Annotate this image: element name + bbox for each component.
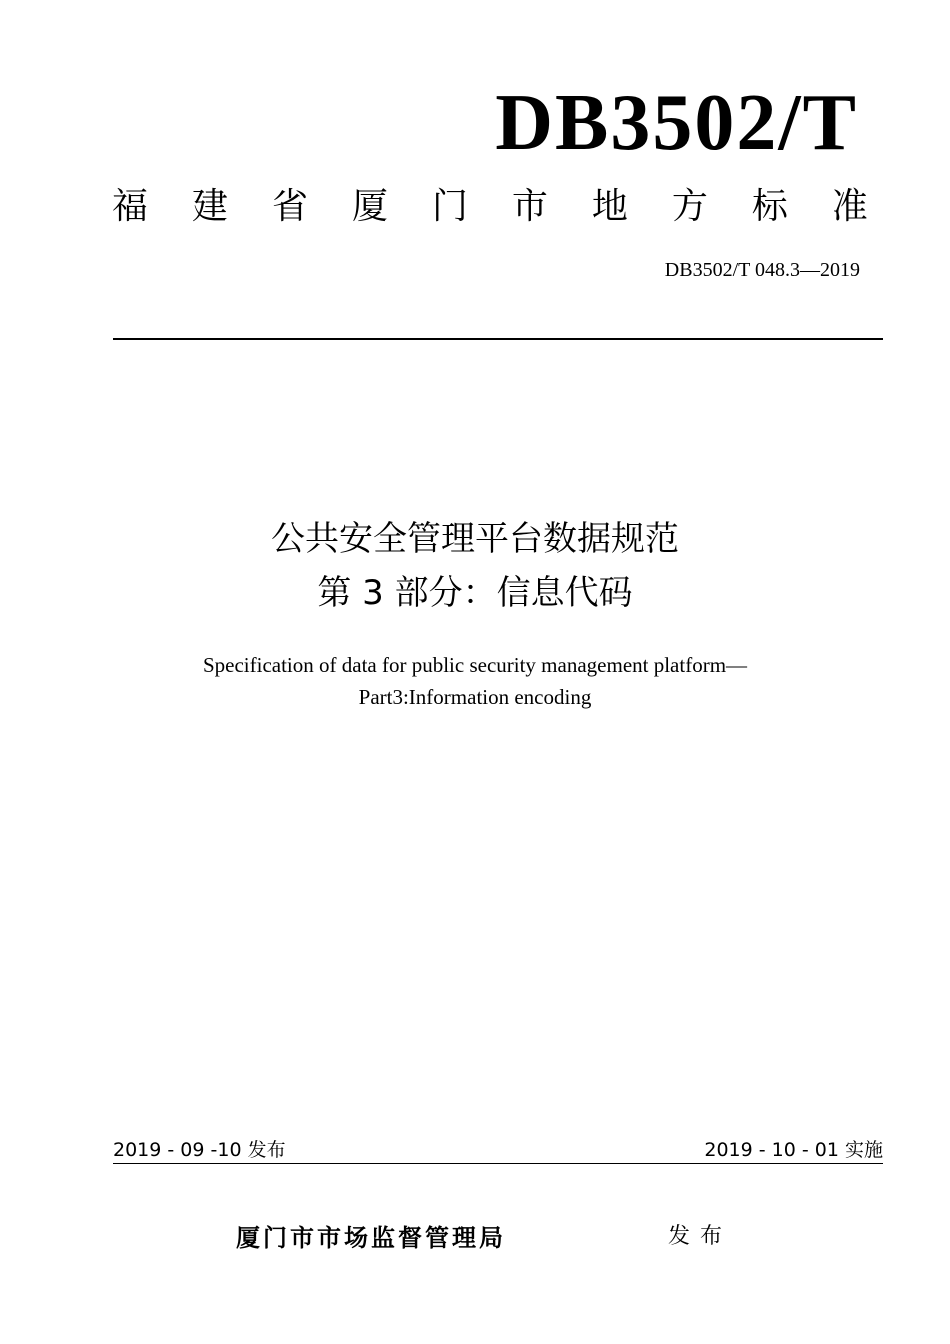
standard-type-char: 地 [591,186,628,227]
implementation-date: 2019 - 10 - 01 实施 [704,1139,883,1161]
standard-type-char: 门 [431,186,468,227]
standard-type-heading [112,182,868,232]
title-chinese-line-2: 第 3 部分：信息代码 [317,573,633,613]
issue-date: 2019 - 09 -10 发布 [113,1139,286,1161]
standard-number: DB3502/T 048.3—2019 [664,259,860,281]
footer-divider [113,1163,883,1164]
standard-type-char: 准 [831,186,868,227]
standard-type-char: 省 [271,186,308,227]
standard-type-char: 方 [671,186,708,227]
header-divider [113,338,883,340]
standard-type-char: 建 [191,186,228,227]
standard-type-char: 标 [751,186,788,227]
title-chinese-line-1: 公共安全管理平台数据规范 [271,519,679,559]
publisher-name: 厦门市市场监督管理局 [236,1224,506,1252]
standard-type-char: 市 [511,186,548,227]
title-english-line-2: Part3:Information encoding [358,685,592,709]
standard-type-char: 厦 [351,186,388,227]
standard-type-char: 福 [112,186,149,227]
title-english-line-1: Specification of data for public security management platform— [202,653,748,677]
standard-code-heading: DB3502/T [495,79,858,167]
publish-label: 发布 [668,1224,733,1249]
